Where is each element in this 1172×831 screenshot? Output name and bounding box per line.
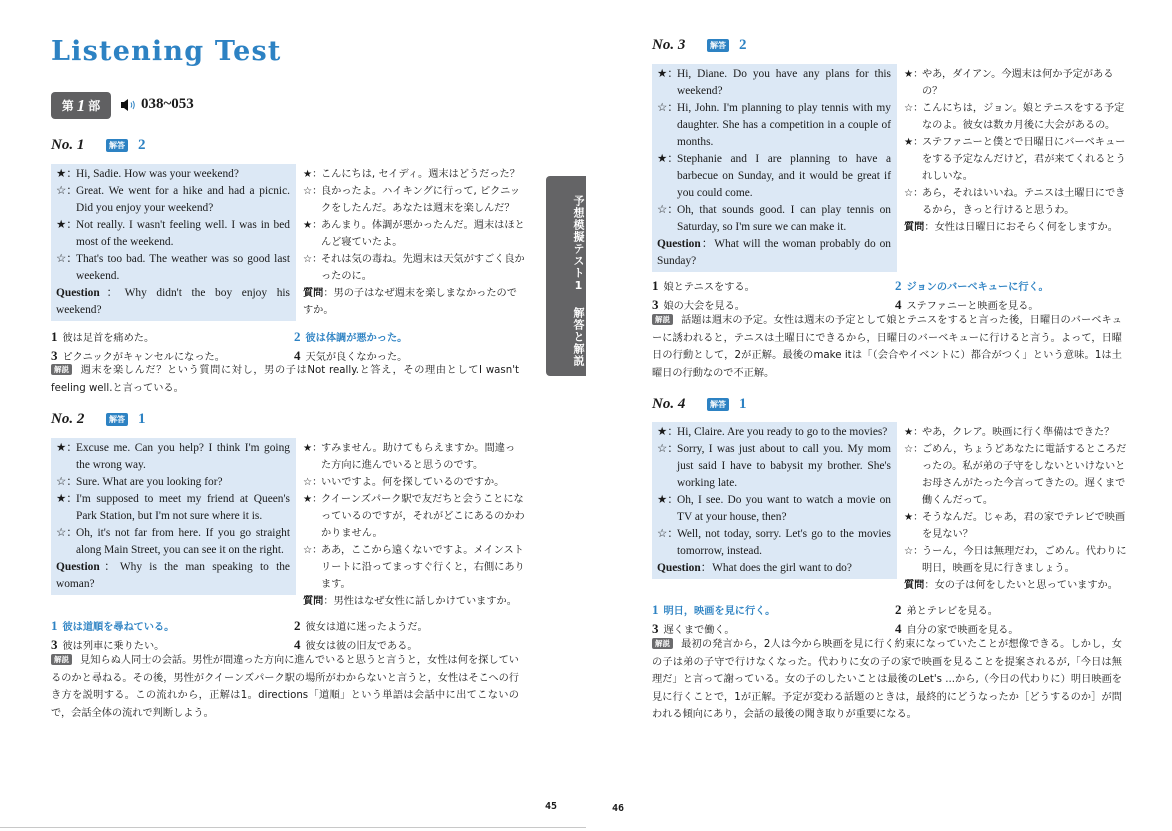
dialog-japanese-4: ★： やあ，クレア。映画に行く準備はできた？ ☆： ごめん，ちょうどあなたに電話するところだったの。私が弟の子守をしないといけないとお母さんがたった今言ってきたの。遅くまで働くんだって。 ★： そうなんだ。じゃあ，君の家でテレビで映画を見ない？ ☆： うーん，今日は無理だわ，ごめん。代わりに明日，映画を見に行きましょう。 質問：女の子は何をしたいと思っていますか。 [904, 427, 1127, 591]
page-title: Listening Test [51, 36, 282, 67]
answer-number: 2 [138, 137, 146, 153]
explanation-4: 解説 最初の発言から，2人は今から映画を見に行く約束になっていたことが想像できる。しかし，女の子は弟の子守で行けなくなった。代わりに女の子の家で映画を見ることを提案されるが,「今日は無理だ」と言って謝っている。女の子のしたいことは最後のLet's ...から,（今日の代わりに）明日映画を見に行くことで，1が正解。予定が変わる話題のときは，最終的にどうなったか［どうするのか］が問われる傾向にあり，会話の最後の聞き取りが重要になる。 [652, 639, 1122, 720]
choice-4: 4 自分の家で映画を見る。 [895, 621, 1019, 636]
answer-number: 2 [739, 37, 747, 53]
dialog-japanese-2: ★： すみません。助けてもらえますか。間違った方向に進んでいると思うのです。 ☆： いいですよ。何を探しているのですか。 ★： クイーンズパーク駅で友だちと会うことになっているのですが，それがどこにあるのかわかりません。 ☆： ああ，ここから遠くないですよ。メインストリートに沿ってまっすぐ行くと，右側にあります。 質問：男性はなぜ女性に話しかけていますか。 [303, 443, 525, 607]
answer-badge: 解答 [707, 398, 729, 411]
choices-4 [652, 601, 1138, 639]
question-header-3: No. 3 解答 2 [652, 37, 747, 53]
choice-1: 1 娘とテニスをする。 [652, 278, 755, 293]
bottom-divider [0, 827, 586, 828]
right-page [586, 0, 1172, 831]
choice-2-correct: 2 ジョンのバーベキューに行く。 [895, 278, 1049, 293]
dialog-japanese-3: ★： やあ，ダイアン。今週末は何か予定があるの？ ☆： こんにちは，ジョン。娘とテニスをする予定なのよ。彼女は数カ月後に大会があるの。 ★： ステファニーと僕とで日曜日にバーベキューをする予定なんだけど，君が来てくれるとうれしいな。 ☆： あら，それはいいね。テニスは土曜日にできるから，きっと行けると思うわ。 質問：女性は日曜日におそらく何をしますか。 [904, 69, 1126, 233]
answer-badge: 解答 [106, 139, 128, 152]
dialog-japanese-1: ★： こんにちは, セイディ。週末はどうだった？ ☆： 良かったよ。ハイキングに行って, ピクニックをしたんだ。あなたは週末を楽しんだ？ ★： あんまり。体調が悪かったんだ。週末はほとんど寝ていたよ。 ☆： それは気の毒ね。先週末は天気がすごく良かったのに。 質問：男の子はなぜ週末を楽しまなかったのですか。 [303, 169, 525, 316]
dialog-english-4: ★： Hi, Claire. Are you ready to go to the movies? ☆： Sorry, I was just about to call you. My mom just said I have to babysit my brother. She's working late. ★： Oh, I see. Do you want to watch a movie on TV at your house, then? ☆： Well, not today, sorry. Let's go to the movies tomorrow, instead. Question：What does the girl want to do? [652, 422, 897, 579]
choice-3: 3 彼は列車に乗りたい。 [51, 637, 165, 652]
choice-1-correct: 1 彼は道順を尋ねている。 [51, 618, 175, 633]
track-range: 038~053 [141, 96, 194, 112]
question-header-4: No. 4 解答 1 [652, 396, 747, 412]
section-side-tab[interactable]: 予想模擬テスト1 解答と解説 [546, 176, 586, 376]
explanation-badge: 解説 [51, 654, 72, 665]
choice-2: 2 彼女は道に迷ったようだ。 [294, 618, 428, 633]
answer-number: 1 [138, 411, 146, 427]
choice-3: 3 遅くまで働く。 [652, 621, 735, 636]
answer-badge: 解答 [106, 413, 128, 426]
dialog-english-1: ★： Hi, Sadie. How was your weekend? ☆： Great. We went for a hike and had a picnic. Did you enjoy your weekend? ★： Not really. I wasn't feeling well. I was in bed most of the weekend. ☆： That's too bad. The weather was so good last weekend. Question：Why didn't the boy enjoy his weekend? [51, 164, 296, 321]
explanation-2: 解説 見知らぬ人同士の会話。男性が間違った方向に進んでいると思うと言うと，女性は何を探しているのかと尋ねる。その後，男性がクイーンズパーク駅の場所がわからないと言うと，女性はそこへの行き方を説明する。この流れから，正解は1。directions「道順」という単語は会話中に出てこないので，会話全体の流れで判断しよう。 [51, 655, 519, 719]
choice-4: 4 彼女は彼の旧友である。 [294, 637, 418, 652]
explanation-badge: 解説 [51, 364, 72, 375]
answer-number: 1 [739, 396, 747, 412]
question-header-1: No. 1 解答 2 [51, 137, 146, 153]
dialog-english-2: ★： Excuse me. Can you help? I think I'm going the wrong way. ☆： Sure. What are you looking for? ★： I'm supposed to meet my friend at Queen's Park Station, but I'm not sure where it is. ☆： Oh, it's not far from here. If you go straight along Main Street, you can see it on the right. Question：Why is the man speaking to the woman? [51, 438, 296, 595]
choices-3 [652, 277, 1138, 315]
page-number-left: 45 [545, 801, 558, 812]
choice-3: 3 娘の大会を見る。 [652, 297, 745, 312]
answer-badge: 解答 [707, 39, 729, 52]
page-number-right: 46 [612, 803, 625, 814]
explanation-badge: 解説 [652, 638, 673, 649]
audio-track[interactable] [120, 96, 194, 113]
explanation-badge: 解説 [652, 314, 673, 325]
choice-2: 2 弟とテレビを見る。 [895, 602, 998, 617]
choice-4: 4 天気が良くなかった。 [294, 348, 408, 363]
choices-1 [51, 328, 537, 366]
choice-1: 1 彼は足首を痛めた。 [51, 329, 155, 344]
question-header-2: No. 2 解答 1 [51, 411, 146, 427]
speaker-icon [120, 98, 138, 112]
choice-4: 4 ステファニーと映画を見る。 [895, 297, 1039, 312]
explanation-1: 解説 週末を楽しんだ？という質問に対し，男の子はNot really.と答え，その理由としてI wasn't feeling well.と言っている。 [51, 365, 519, 394]
choice-3: 3 ピクニックがキャンセルになった。 [51, 348, 225, 363]
dialog-english-3: ★： Hi, Diane. Do you have any plans for this weekend? ☆： Hi, John. I'm planning to play tennis with my daughter. She has a competition in a couple of months. ★： Stephanie and I are planning to have a barbecue on Sunday, and it would be great if you could come. ☆： Oh, that sounds good. I can play tennis on Saturday, so I'm sure we can make it. Question：What will the woman probably do on Sunday? [652, 64, 897, 272]
choices-2 [51, 617, 537, 655]
choice-1-correct: 1 明日，映画を見に行く。 [652, 602, 776, 617]
part-badge: 第 1 部 [51, 92, 111, 119]
explanation-3: 解説 話題は週末の予定。女性は週末の予定として娘とテニスをすると言った後，日曜日のバーベキューに誘われると，テニスは土曜日にできるから，日曜日のバーベキューに行けると言う。よって，日曜日の行動として，2が正解。最後のmake itは「（会合やイベントに）都合がつく」という意味。1は土曜日の行動なので不正解。 [652, 315, 1122, 379]
choice-2-correct: 2 彼は体調が悪かった。 [294, 329, 408, 344]
